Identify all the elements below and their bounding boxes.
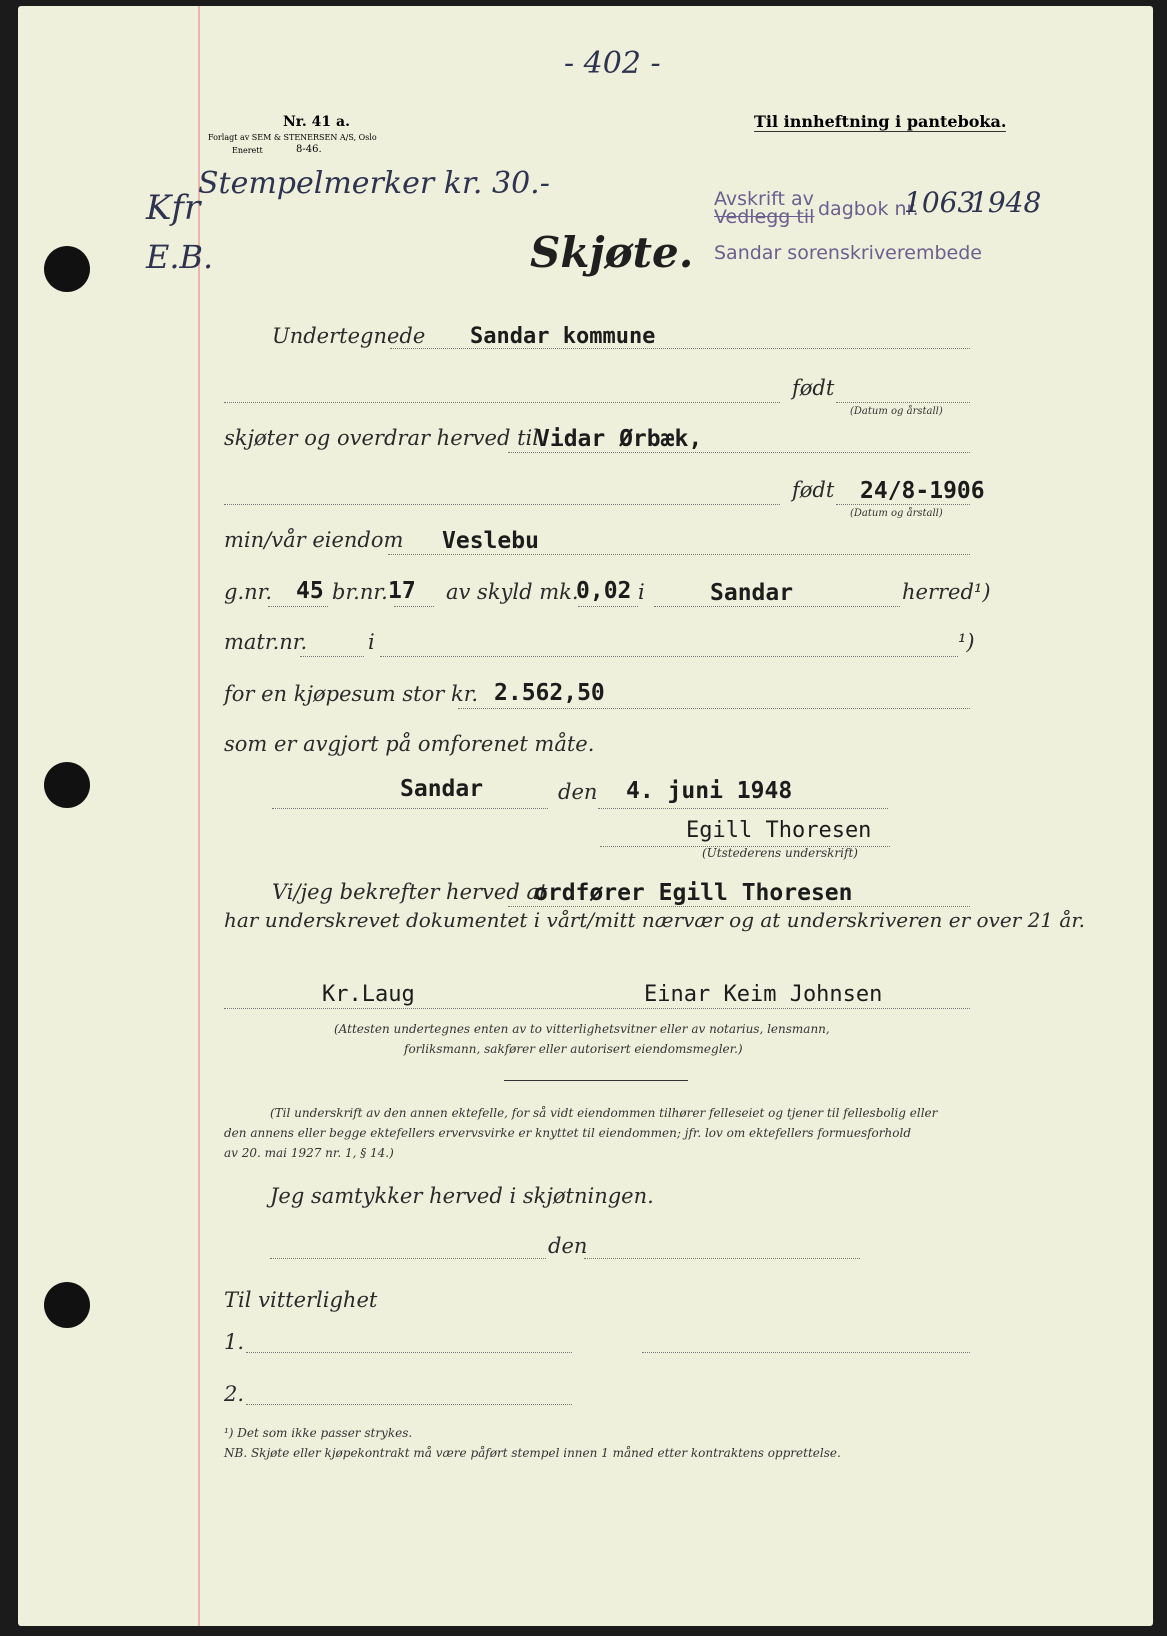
dagbok-year: 1948 [970,186,1042,219]
signing-date: 4. juni 1948 [626,778,793,804]
i-label: i [368,630,375,654]
herred-value: Sandar [710,580,794,606]
stamp-line: Vedlegg til [714,206,815,228]
seller-name: Sandar kommune [470,324,656,349]
skyld-value: 0,02 [576,578,632,604]
purchase-price: 2.562,50 [494,680,605,706]
handwritten-stamp-fee: Stempelmerker kr. 30.- [198,166,550,201]
punch-hole [44,1282,90,1328]
spouse-note: (Til underskrift av den annen ektefelle, for så vidt eiendommen tilhører felleseiet og tjener til fellesbolig eller [270,1106,938,1120]
avgjort-text: som er avgjort på omforenet måte. [224,732,595,756]
fodt-label: født [792,478,835,502]
dagbok-number: 1063 [904,186,976,219]
attest-note: (Attesten undertegnes enten av to vitterlighetsvitner eller av notarius, lensmann, [334,1022,830,1036]
attest-line2: har underskrevet dokumentet i vårt/mitt nærvær og at underskriveren er over 21 år. [224,908,1086,932]
stamp-line: Avskrift av [714,188,814,210]
bnr-label: br.nr. [332,580,388,604]
property-name: Veslebu [442,528,539,554]
den-label: den [548,1234,588,1258]
datum-label: (Datum og årstall) [850,508,943,519]
fodt-label: født [792,376,835,400]
matr-label: matr.nr. [224,630,308,654]
witness1-signature: Kr.Laug [322,982,415,1007]
punch-hole [44,762,90,808]
eiendom-label: min/vår eiendom [224,528,404,552]
buyer-name: Vidar Ørbæk, [536,426,703,452]
document-title: Skjøte. [530,228,694,277]
undertegnede-label: Undertegnede [272,324,426,348]
bnr-value: 17 [388,578,416,604]
page-number: - 402 - [564,46,661,81]
attest-note: forliksmann, sakfører eller autorisert eiendomsmegler.) [404,1042,743,1056]
den-label: den [558,780,598,804]
attest-intro: Vi/jeg bekrefter herved at [272,880,548,904]
kjopesum-label: for en kjøpesum stor kr. [224,682,479,706]
attest-person: ordfører Egill Thoresen [534,880,853,906]
punch-hole [44,246,90,292]
stamp-line: dagbok nr. [818,198,919,220]
witness-number: 2. [224,1382,245,1406]
footnote: ¹) Det som ikke passer strykes. [224,1426,413,1440]
publisher: Forlagt av SEM & STENERSEN A/S, Oslo [208,133,377,142]
witness-number: 1. [224,1330,245,1354]
copyright: Enerett [232,146,263,155]
footnote: NB. Skjøte eller kjøpekontrakt må være påført stempel innen 1 måned etter kontraktens opprettelse. [224,1446,841,1460]
signer-signature: Egill Thoresen [686,818,872,843]
handwritten-initials: E.B. [146,238,214,276]
form-edition: 8-46. [296,144,322,155]
gnr-value: 45 [296,578,324,604]
superscript-note: ¹) [958,630,975,654]
herred-label: herred¹) [902,580,991,604]
stamp-office: Sandar sorenskriverembede [714,242,982,264]
vitterlighet-label: Til vitterlighet [224,1288,378,1312]
gnr-label: g.nr. [224,580,273,604]
buyer-birthdate: 24/8-1906 [860,478,985,504]
spouse-note: den annens eller begge ektefellers ervervsvirke er knyttet til eiendommen; jfr. lov om ektefellers formuesforhold [224,1126,911,1140]
binding-note: Til innheftning i panteboka. [754,112,1007,131]
skyld-label: av skyld mk. [446,580,579,604]
document-page [18,6,1153,1626]
skjoter-label: skjøter og overdrar herved til [224,426,539,450]
handwritten-initials: Kfr [146,188,201,228]
signing-place: Sandar [400,776,484,802]
signer-label: (Utstederens underskrift) [702,846,858,860]
spouse-consent: Jeg samtykker herved i skjøtningen. [270,1184,654,1208]
spouse-note: av 20. mai 1927 nr. 1, § 14.) [224,1146,394,1160]
form-number: Nr. 41 a. [283,114,350,130]
datum-label: (Datum og årstall) [850,406,943,417]
witness2-signature: Einar Keim Johnsen [644,982,883,1007]
divider [504,1080,688,1081]
i-label: i [638,580,645,604]
